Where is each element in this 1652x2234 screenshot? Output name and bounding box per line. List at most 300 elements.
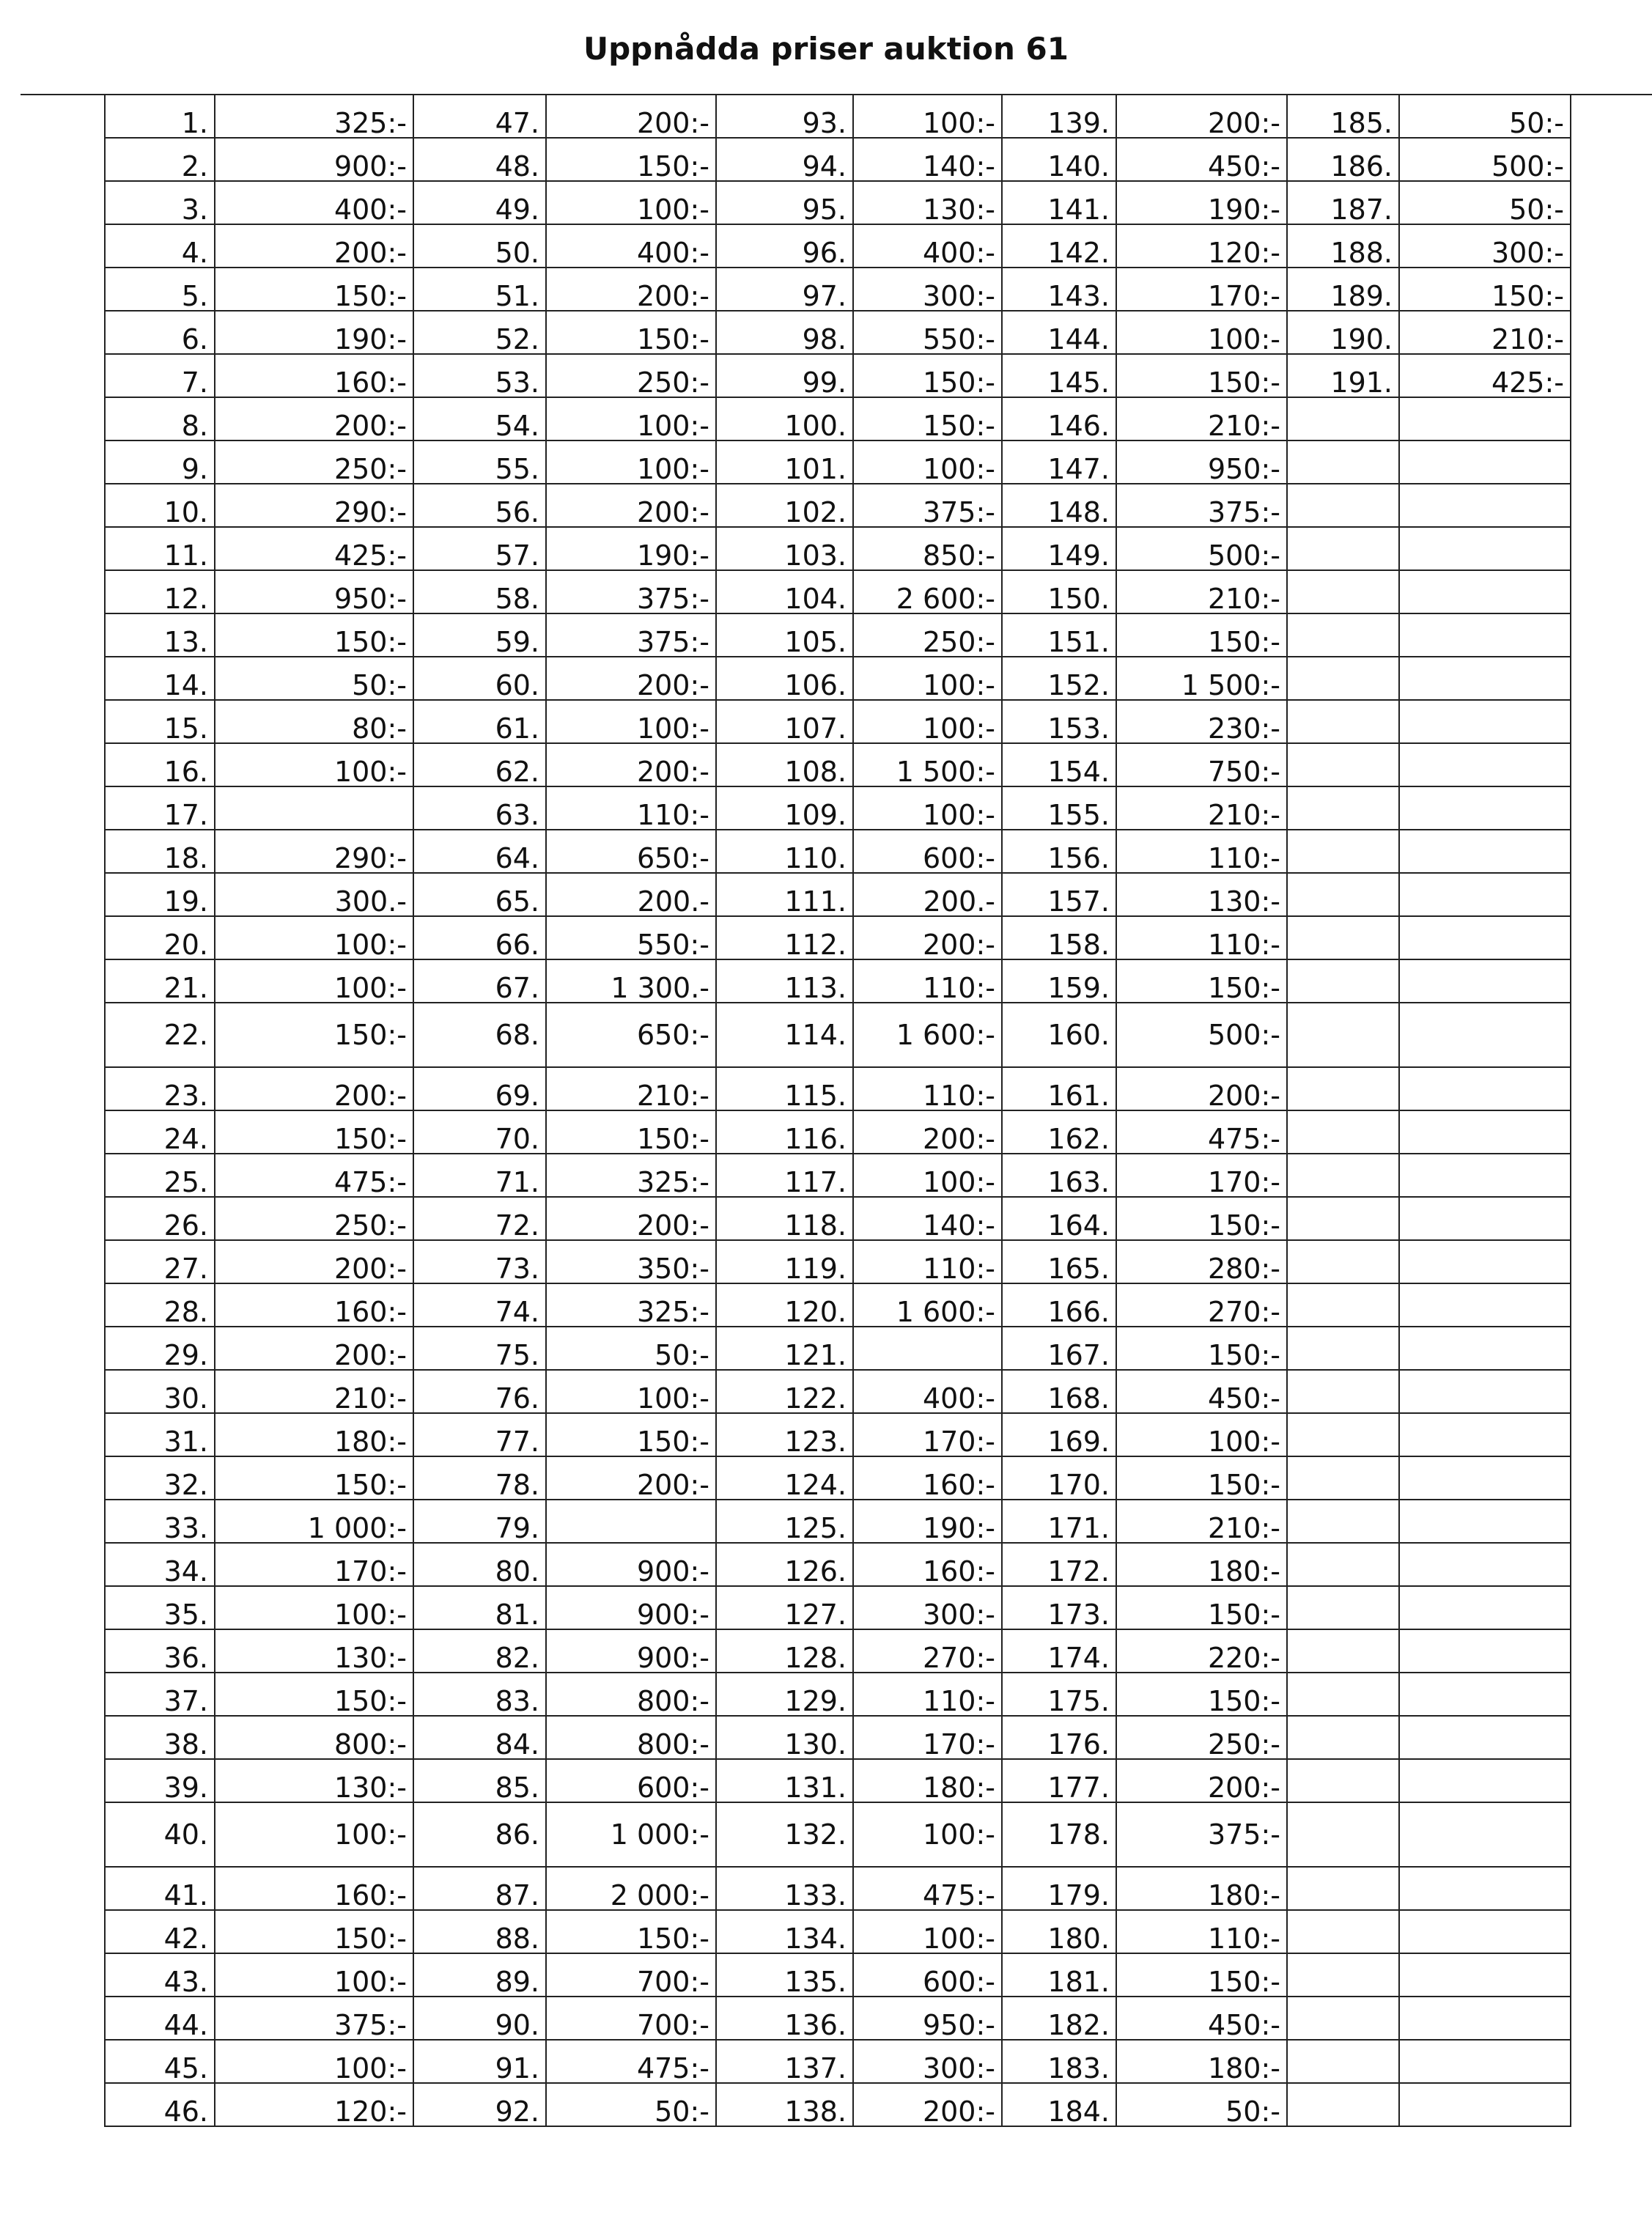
lot-number-cell: 169. [1002, 1413, 1116, 1456]
price-cell: 200:- [546, 484, 716, 527]
lot-number-cell: 67. [413, 959, 546, 1003]
lot-number-cell: 151. [1002, 613, 1116, 657]
table-row [105, 1953, 1571, 1997]
lot-number-cell: 164. [1002, 1197, 1116, 1240]
table-row [105, 1456, 1571, 1500]
lot-number-cell: 84. [413, 1716, 546, 1759]
table-row [105, 2083, 1571, 2126]
lot-number-cell: 145. [1002, 354, 1116, 397]
price-cell: 1 500:- [853, 743, 1002, 786]
price-cell [1399, 484, 1571, 527]
price-cell: 150:- [215, 268, 413, 311]
price-cell [215, 786, 413, 830]
lot-number-cell: 147. [1002, 440, 1116, 484]
lot-number-cell: 116. [716, 1110, 853, 1154]
price-cell: 100:- [546, 181, 716, 224]
table-row [105, 1997, 1571, 2040]
price-cell: 650:- [546, 1003, 716, 1067]
lot-number-cell: 107. [716, 700, 853, 743]
lot-number-cell: 62. [413, 743, 546, 786]
lot-number-cell: 66. [413, 916, 546, 959]
price-cell: 180:- [1116, 1867, 1287, 1910]
lot-number-cell: 89. [413, 1953, 546, 1997]
price-cell: 1 500:- [1116, 657, 1287, 700]
lot-number-cell: 171. [1002, 1500, 1116, 1543]
lot-number-cell: 178. [1002, 1802, 1116, 1867]
table-row [105, 1586, 1571, 1629]
price-cell: 120:- [215, 2083, 413, 2126]
price-cell: 450:- [1116, 1370, 1287, 1413]
lot-number-cell: 94. [716, 138, 853, 181]
lot-number-cell: 71. [413, 1154, 546, 1197]
price-cell [1399, 1586, 1571, 1629]
lot-number-cell: 99. [716, 354, 853, 397]
lot-number-cell: 79. [413, 1500, 546, 1543]
lot-number-cell: 122. [716, 1370, 853, 1413]
lot-number-cell: 31. [105, 1413, 215, 1456]
lot-number-cell: 181. [1002, 1953, 1116, 1997]
price-cell: 150:- [215, 1110, 413, 1154]
lot-number-cell [1287, 916, 1399, 959]
price-cell: 300:- [1399, 224, 1571, 268]
price-cell: 400:- [853, 224, 1002, 268]
price-cell: 375:- [1116, 484, 1287, 527]
lot-number-cell: 50. [413, 224, 546, 268]
lot-number-cell [1287, 1759, 1399, 1802]
lot-number-cell: 39. [105, 1759, 215, 1802]
price-cell: 210:- [1116, 786, 1287, 830]
lot-number-cell: 45. [105, 2040, 215, 2083]
price-cell: 100:- [853, 1910, 1002, 1953]
price-cell: 270:- [853, 1629, 1002, 1673]
lot-number-cell: 5. [105, 268, 215, 311]
table-row [105, 2040, 1571, 2083]
table-row [105, 1067, 1571, 1110]
lot-number-cell: 93. [716, 95, 853, 138]
price-cell: 180:- [1116, 2040, 1287, 2083]
price-cell: 270:- [1116, 1283, 1287, 1327]
price-cell: 290:- [215, 830, 413, 873]
lot-number-cell: 53. [413, 354, 546, 397]
lot-number-cell: 132. [716, 1802, 853, 1867]
lot-number-cell: 83. [413, 1673, 546, 1716]
lot-number-cell: 144. [1002, 311, 1116, 354]
lot-number-cell: 15. [105, 700, 215, 743]
price-cell: 425:- [1399, 354, 1571, 397]
lot-number-cell: 20. [105, 916, 215, 959]
lot-number-cell: 177. [1002, 1759, 1116, 1802]
lot-number-cell: 9. [105, 440, 215, 484]
price-cell: 150:- [215, 1456, 413, 1500]
lot-number-cell [1287, 1067, 1399, 1110]
lot-number-cell: 184. [1002, 2083, 1116, 2126]
price-cell: 100:- [215, 1802, 413, 1867]
lot-number-cell [1287, 1154, 1399, 1197]
lot-number-cell: 142. [1002, 224, 1116, 268]
lot-number-cell: 121. [716, 1327, 853, 1370]
price-cell: 375:- [215, 1997, 413, 2040]
price-cell: 220:- [1116, 1629, 1287, 1673]
lot-number-cell: 104. [716, 570, 853, 613]
price-cell: 100:- [546, 397, 716, 440]
price-cell [1399, 397, 1571, 440]
lot-number-cell: 136. [716, 1997, 853, 2040]
price-cell: 100:- [546, 700, 716, 743]
lot-number-cell: 108. [716, 743, 853, 786]
price-cell: 200:- [215, 1240, 413, 1283]
lot-number-cell: 4. [105, 224, 215, 268]
lot-number-cell [1287, 1110, 1399, 1154]
price-cell [1399, 743, 1571, 786]
price-cell [1399, 873, 1571, 916]
lot-number-cell [1287, 2083, 1399, 2126]
price-cell: 100:- [853, 95, 1002, 138]
price-cell: 2 600:- [853, 570, 1002, 613]
price-cell: 110:- [1116, 916, 1287, 959]
price-cell [1399, 1370, 1571, 1413]
lot-number-cell: 73. [413, 1240, 546, 1283]
lot-number-cell: 157. [1002, 873, 1116, 916]
price-cell: 210:- [1116, 570, 1287, 613]
price-cell: 100:- [853, 1802, 1002, 1867]
lot-number-cell: 174. [1002, 1629, 1116, 1673]
lot-number-cell: 138. [716, 2083, 853, 2126]
lot-number-cell: 60. [413, 657, 546, 700]
price-cell: 290:- [215, 484, 413, 527]
price-cell: 150:- [215, 1003, 413, 1067]
table-row [105, 1154, 1571, 1197]
price-cell [1399, 1543, 1571, 1586]
table-row [105, 1197, 1571, 1240]
lot-number-cell [1287, 1629, 1399, 1673]
lot-number-cell [1287, 959, 1399, 1003]
price-cell: 250:- [853, 613, 1002, 657]
lot-number-cell: 29. [105, 1327, 215, 1370]
price-cell: 300:- [853, 1586, 1002, 1629]
lot-number-cell: 16. [105, 743, 215, 786]
lot-number-cell: 161. [1002, 1067, 1116, 1110]
price-cell: 475:- [215, 1154, 413, 1197]
table-row [105, 484, 1571, 527]
price-cell: 180:- [1116, 1543, 1287, 1586]
price-cell [1399, 1327, 1571, 1370]
price-cell: 160:- [215, 1867, 413, 1910]
lot-number-cell: 156. [1002, 830, 1116, 873]
table-row [105, 1500, 1571, 1543]
table-row [105, 1413, 1571, 1456]
price-cell: 475:- [1116, 1110, 1287, 1154]
price-cell: 200:- [546, 268, 716, 311]
lot-number-cell: 118. [716, 1197, 853, 1240]
lot-number-cell: 30. [105, 1370, 215, 1413]
price-cell [1399, 1283, 1571, 1327]
price-cell: 100:- [853, 1154, 1002, 1197]
lot-number-cell: 38. [105, 1716, 215, 1759]
price-cell: 100:- [546, 1370, 716, 1413]
lot-number-cell [1287, 1716, 1399, 1759]
price-cell: 400:- [215, 181, 413, 224]
lot-number-cell: 117. [716, 1154, 853, 1197]
price-cell: 210:- [215, 1370, 413, 1413]
table-row [105, 873, 1571, 916]
price-cell: 150:- [546, 1910, 716, 1953]
lot-number-cell: 87. [413, 1867, 546, 1910]
price-cell: 800:- [215, 1716, 413, 1759]
lot-number-cell: 28. [105, 1283, 215, 1327]
lot-number-cell: 48. [413, 138, 546, 181]
price-cell: 200:- [853, 2083, 1002, 2126]
lot-number-cell: 159. [1002, 959, 1116, 1003]
price-cell [1399, 570, 1571, 613]
lot-number-cell: 114. [716, 1003, 853, 1067]
price-cell: 100:- [853, 657, 1002, 700]
lot-number-cell: 120. [716, 1283, 853, 1327]
price-cell: 150:- [1116, 613, 1287, 657]
price-cell: 250:- [215, 1197, 413, 1240]
price-cell: 200:- [546, 95, 716, 138]
price-cell: 900:- [546, 1629, 716, 1673]
lot-number-cell: 34. [105, 1543, 215, 1586]
lot-number-cell: 32. [105, 1456, 215, 1500]
lot-number-cell: 97. [716, 268, 853, 311]
lot-number-cell: 187. [1287, 181, 1399, 224]
price-cell [1399, 1456, 1571, 1500]
price-cell: 325:- [546, 1154, 716, 1197]
lot-number-cell: 158. [1002, 916, 1116, 959]
lot-number-cell: 112. [716, 916, 853, 959]
lot-number-cell: 100. [716, 397, 853, 440]
lot-number-cell: 168. [1002, 1370, 1116, 1413]
lot-number-cell [1287, 397, 1399, 440]
price-cell: 150:- [546, 138, 716, 181]
price-cell: 100:- [215, 959, 413, 1003]
lot-number-cell: 146. [1002, 397, 1116, 440]
price-cell: 1 000:- [546, 1802, 716, 1867]
price-cell: 200.- [546, 873, 716, 916]
lot-number-cell [1287, 527, 1399, 570]
price-cell: 150:- [215, 613, 413, 657]
price-cell [1399, 916, 1571, 959]
lot-number-cell: 75. [413, 1327, 546, 1370]
lot-number-cell: 139. [1002, 95, 1116, 138]
price-cell [1399, 1003, 1571, 1067]
price-cell: 350:- [546, 1240, 716, 1283]
price-cell: 500:- [1116, 1003, 1287, 1067]
price-cell: 700:- [546, 1997, 716, 2040]
lot-number-cell: 36. [105, 1629, 215, 1673]
price-cell [1399, 527, 1571, 570]
table-row [105, 1283, 1571, 1327]
lot-number-cell: 47. [413, 95, 546, 138]
lot-number-cell: 43. [105, 1953, 215, 1997]
price-cell [1399, 959, 1571, 1003]
lot-number-cell: 88. [413, 1910, 546, 1953]
price-cell: 180:- [215, 1413, 413, 1456]
lot-number-cell: 111. [716, 873, 853, 916]
table-row [105, 830, 1571, 873]
price-table-body [105, 95, 1571, 2126]
lot-number-cell: 7. [105, 354, 215, 397]
price-cell [1399, 1500, 1571, 1543]
lot-number-cell: 26. [105, 1197, 215, 1240]
price-cell: 150:- [1116, 1197, 1287, 1240]
price-cell: 150:- [1116, 354, 1287, 397]
price-cell: 200:- [546, 743, 716, 786]
lot-number-cell: 68. [413, 1003, 546, 1067]
price-cell: 210:- [546, 1067, 716, 1110]
price-cell: 450:- [1116, 138, 1287, 181]
price-cell: 200:- [853, 916, 1002, 959]
lot-number-cell: 170. [1002, 1456, 1116, 1500]
lot-number-cell: 80. [413, 1543, 546, 1586]
lot-number-cell: 81. [413, 1586, 546, 1629]
price-cell: 200:- [1116, 95, 1287, 138]
lot-number-cell: 90. [413, 1997, 546, 2040]
table-row [105, 1867, 1571, 1910]
lot-number-cell: 143. [1002, 268, 1116, 311]
price-cell: 280:- [1116, 1240, 1287, 1283]
lot-number-cell: 74. [413, 1283, 546, 1327]
lot-number-cell: 186. [1287, 138, 1399, 181]
lot-number-cell: 153. [1002, 700, 1116, 743]
lot-number-cell [1287, 1673, 1399, 1716]
lot-number-cell: 162. [1002, 1110, 1116, 1154]
price-cell: 140:- [853, 1197, 1002, 1240]
price-cell: 325:- [546, 1283, 716, 1327]
lot-number-cell [1287, 1240, 1399, 1283]
table-row [105, 613, 1571, 657]
price-cell: 450:- [1116, 1997, 1287, 2040]
lot-number-cell [1287, 1543, 1399, 1586]
price-cell: 600:- [853, 1953, 1002, 1997]
lot-number-cell: 2. [105, 138, 215, 181]
lot-number-cell: 18. [105, 830, 215, 873]
lot-number-cell: 172. [1002, 1543, 1116, 1586]
price-cell: 210:- [1116, 397, 1287, 440]
lot-number-cell: 190. [1287, 311, 1399, 354]
table-row [105, 1759, 1571, 1802]
lot-number-cell: 101. [716, 440, 853, 484]
price-cell: 100:- [215, 916, 413, 959]
price-cell: 50:- [215, 657, 413, 700]
lot-number-cell: 140. [1002, 138, 1116, 181]
lot-number-cell: 33. [105, 1500, 215, 1543]
price-cell: 170:- [215, 1543, 413, 1586]
lot-number-cell: 23. [105, 1067, 215, 1110]
price-cell [1399, 1716, 1571, 1759]
price-cell: 130:- [853, 181, 1002, 224]
price-cell: 150:- [215, 1910, 413, 1953]
price-cell [1399, 1997, 1571, 2040]
lot-number-cell: 54. [413, 397, 546, 440]
lot-number-cell: 175. [1002, 1673, 1116, 1716]
lot-number-cell: 85. [413, 1759, 546, 1802]
price-cell: 170:- [1116, 1154, 1287, 1197]
price-cell [1399, 1154, 1571, 1197]
lot-number-cell: 129. [716, 1673, 853, 1716]
price-cell: 130:- [215, 1629, 413, 1673]
price-cell: 600:- [546, 1759, 716, 1802]
price-cell: 400:- [853, 1370, 1002, 1413]
price-cell: 130:- [215, 1759, 413, 1802]
price-cell: 160:- [853, 1543, 1002, 1586]
lot-number-cell: 105. [716, 613, 853, 657]
price-cell: 120:- [1116, 224, 1287, 268]
table-row [105, 1716, 1571, 1759]
table-row [105, 743, 1571, 786]
price-cell: 230:- [1116, 700, 1287, 743]
price-cell: 600:- [853, 830, 1002, 873]
lot-number-cell [1287, 1197, 1399, 1240]
lot-number-cell: 185. [1287, 95, 1399, 138]
table-row [105, 397, 1571, 440]
price-cell: 110:- [1116, 1910, 1287, 1953]
price-cell: 200:- [215, 224, 413, 268]
lot-number-cell [1287, 1500, 1399, 1543]
lot-number-cell [1287, 743, 1399, 786]
price-cell: 50:- [1399, 95, 1571, 138]
price-cell: 700:- [546, 1953, 716, 1997]
price-cell: 190:- [546, 527, 716, 570]
price-cell: 1 600:- [853, 1003, 1002, 1067]
price-cell: 200:- [215, 1067, 413, 1110]
table-row [105, 1003, 1571, 1067]
table-row [105, 700, 1571, 743]
table-row [105, 916, 1571, 959]
lot-number-cell: 63. [413, 786, 546, 830]
price-cell: 425:- [215, 527, 413, 570]
price-cell: 170:- [853, 1716, 1002, 1759]
lot-number-cell: 17. [105, 786, 215, 830]
price-cell [546, 1500, 716, 1543]
lot-number-cell: 44. [105, 1997, 215, 2040]
table-row [105, 311, 1571, 354]
lot-number-cell: 102. [716, 484, 853, 527]
price-cell: 200:- [546, 1197, 716, 1240]
price-cell [1399, 2083, 1571, 2126]
price-cell: 200:- [215, 397, 413, 440]
price-cell: 100:- [215, 2040, 413, 2083]
price-table [104, 94, 1571, 2127]
price-cell [1399, 700, 1571, 743]
lot-number-cell: 166. [1002, 1283, 1116, 1327]
price-cell: 130:- [1116, 873, 1287, 916]
price-cell: 110:- [546, 786, 716, 830]
lot-number-cell: 103. [716, 527, 853, 570]
lot-number-cell: 179. [1002, 1867, 1116, 1910]
lot-number-cell [1287, 1802, 1399, 1867]
lot-number-cell: 65. [413, 873, 546, 916]
lot-number-cell: 57. [413, 527, 546, 570]
lot-number-cell: 95. [716, 181, 853, 224]
price-cell: 150:- [1399, 268, 1571, 311]
price-cell: 150:- [546, 1110, 716, 1154]
price-cell: 210:- [1399, 311, 1571, 354]
lot-number-cell: 24. [105, 1110, 215, 1154]
price-cell [1399, 1867, 1571, 1910]
price-cell: 900:- [546, 1543, 716, 1586]
price-cell: 110:- [853, 959, 1002, 1003]
price-cell: 190:- [1116, 181, 1287, 224]
price-cell: 325:- [215, 95, 413, 138]
price-cell: 80:- [215, 700, 413, 743]
lot-number-cell: 55. [413, 440, 546, 484]
lot-number-cell: 6. [105, 311, 215, 354]
price-cell: 150:- [1116, 1327, 1287, 1370]
price-cell: 200:- [546, 657, 716, 700]
lot-number-cell [1287, 1910, 1399, 1953]
price-cell: 100:- [215, 743, 413, 786]
